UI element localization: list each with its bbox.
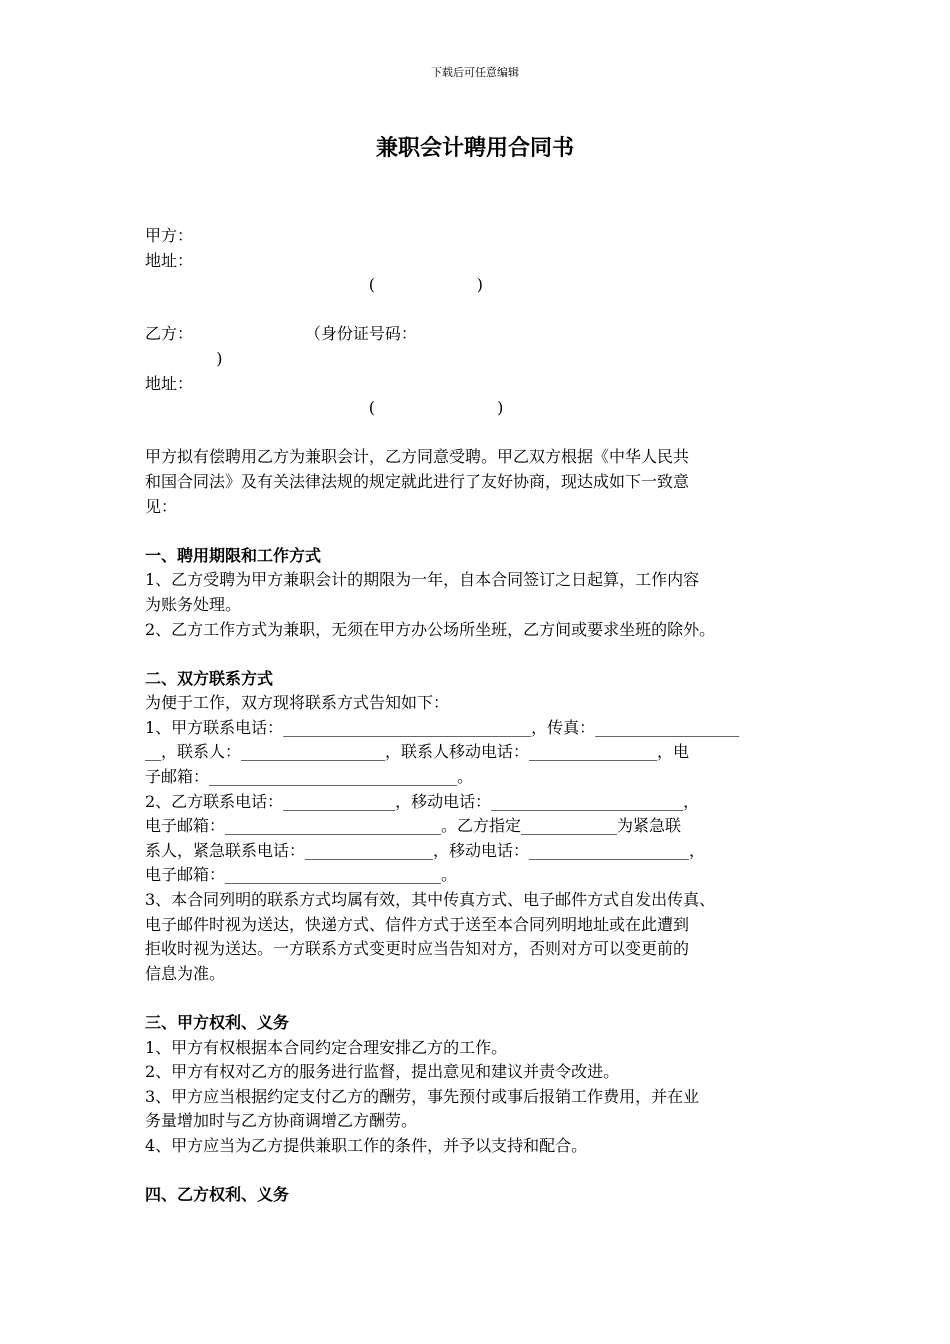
text-line: 电子邮箱：___________________________。 xyxy=(145,865,458,885)
text-line: 和国合同法》及有关法律法规的规定就此进行了友好协商，现达成如下一致意 xyxy=(145,471,690,491)
text-line: 地址： xyxy=(145,250,194,270)
text-line: 信息为准。 xyxy=(145,963,226,983)
text-line: 地址： xyxy=(145,373,194,393)
blank-line xyxy=(145,1159,835,1184)
text-line: 3、甲方应当根据约定支付乙方的酬劳，事先预付或事后报销工作费用，并在业 xyxy=(145,1086,700,1106)
text-line: 1、甲方联系电话：_______________________________，传真：__________________ xyxy=(145,717,740,737)
text-line: 4、甲方应当为乙方提供兼职工作的条件，并予以支持和配合。 xyxy=(145,1135,588,1155)
blank-line xyxy=(145,519,835,544)
text-line: 乙方： （身份证号码： xyxy=(145,324,417,344)
text-line: 甲方拟有偿聘用乙方为兼职会计，乙方同意受聘。甲乙双方根据《中华人民共 xyxy=(145,447,690,467)
section-heading: 二、双方联系方式 xyxy=(145,668,274,688)
text-line: 1、乙方受聘为甲方兼职会计的期限为一年，自本合同签订之日起算，工作内容 xyxy=(145,570,700,590)
document-title: 兼职会计聘用合同书 xyxy=(375,136,574,161)
text-line: 1、甲方有权根据本合同约定合理安排乙方的工作。 xyxy=(145,1037,508,1057)
text-line: ( ) xyxy=(145,398,504,418)
text-line: __，联系人：__________________，联系人移动电话：________________，电 xyxy=(145,742,690,762)
text-line: 2、甲方有权对乙方的服务进行监督，提出意见和建议并责令改进。 xyxy=(145,1062,620,1082)
text-line: 3、本合同列明的联系方式均属有效，其中传真方式、电子邮件方式自发出传真、 xyxy=(145,890,716,910)
document-body xyxy=(145,224,835,1208)
section-heading: 一、聘用期限和工作方式 xyxy=(145,545,322,565)
text-line: 电子邮件时视为送达，快递方式、信件方式于送至本合同列明地址或在此遭到 xyxy=(145,914,690,934)
section-heading: 三、甲方权利、义务 xyxy=(145,1013,290,1032)
text-line: 拒收时视为送达。一方联系方式变更时应当告知对方，否则对方可以变更前的 xyxy=(145,939,690,959)
text-line: 2、乙方工作方式为兼职，无须在甲方办公场所坐班，乙方间或要求坐班的除外。 xyxy=(145,619,716,639)
text-line: 为账务处理。 xyxy=(145,594,242,614)
text-line: ) xyxy=(145,348,223,368)
blank-line xyxy=(145,986,835,1011)
section-heading: 四、乙方权利、义务 xyxy=(145,1185,290,1205)
header-note: 下载后可任意编辑 xyxy=(431,66,519,79)
text-line: 2、乙方联系电话：______________，移动电话：________________________， xyxy=(145,791,700,811)
text-line: 见： xyxy=(145,496,178,516)
text-line: 为便于工作，双方现将联系方式告知如下： xyxy=(145,693,450,713)
blank-line xyxy=(145,642,835,667)
text-line: 甲方： xyxy=(145,226,194,245)
text-line: ( ) xyxy=(145,275,483,295)
text-line: 子邮箱：_______________________________。 xyxy=(145,767,474,787)
text-line: 系人，紧急联系电话：________________，移动电话：____________________， xyxy=(145,840,706,860)
text-line: 电子邮箱：___________________________。乙方指定____________为紧急联 xyxy=(145,816,682,836)
text-line: 务量增加时与乙方协商调增乙方酬劳。 xyxy=(145,1111,418,1131)
blank-line xyxy=(145,421,835,446)
blank-line xyxy=(145,298,835,323)
